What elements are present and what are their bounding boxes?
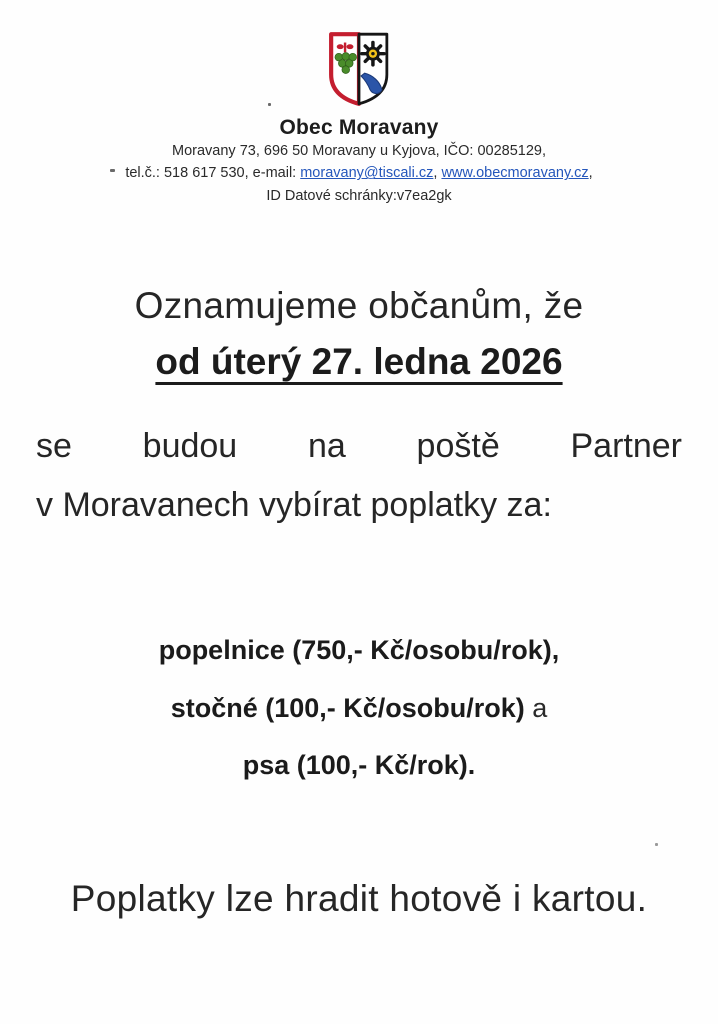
- contact-separator: ,: [433, 165, 442, 182]
- contact-suffix: ,: [588, 165, 593, 182]
- contact-prefix: tel.č.: 518 617 530, e-mail:: [125, 165, 301, 182]
- fee-pes: psa (100,- Kč/rok).: [242, 749, 476, 780]
- announcement-date: [0, 341, 718, 383]
- body-line-1: se budou na poště Partner: [36, 427, 682, 466]
- fee-stocne-suffix: a: [524, 692, 548, 723]
- fee-stocne-amount: stočné (100,- Kč/osobu/rok): [170, 692, 525, 723]
- scan-artifact: [110, 169, 115, 172]
- body-line-2: v Moravanech vybírat poplatky za:: [36, 485, 552, 524]
- fee-list: [0, 622, 718, 794]
- databox-id-line: ID Datové schránky:v7ea2gk: [266, 187, 452, 204]
- scan-artifact: [655, 843, 658, 846]
- email-link[interactable]: moravany@tiscali.cz: [300, 165, 434, 182]
- fee-popelnice: popelnice (750,- Kč/osobu/rok),: [158, 635, 560, 666]
- moravany-crest-icon: [324, 30, 394, 108]
- announcement-line: Oznamujeme občanům, že: [134, 285, 584, 327]
- org-name: Obec Moravany: [279, 116, 439, 139]
- fee-stocne: [0, 680, 718, 737]
- website-link[interactable]: www.obecmoravany.cz: [441, 165, 589, 182]
- org-address-line: Moravany 73, 696 50 Moravany u Kyjova, IČO: 00285129,: [172, 143, 546, 159]
- coat-of-arms: [0, 30, 718, 110]
- org-contact-line: [0, 162, 718, 184]
- payment-note: Poplatky lze hradit hotově i kartou.: [70, 878, 648, 920]
- scan-artifact: [268, 103, 271, 106]
- announcement-date-text: od úterý 27. ledna 2026: [155, 341, 563, 383]
- announcement-body: [36, 417, 682, 534]
